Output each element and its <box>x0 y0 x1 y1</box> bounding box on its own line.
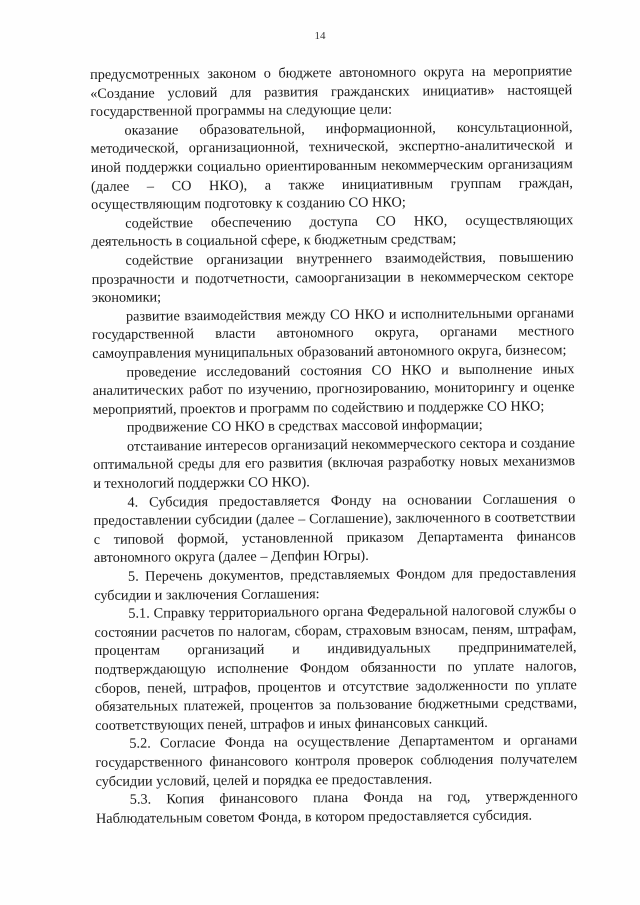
paragraph: продвижение СО НКО в средствах массовой информации; <box>126 417 483 437</box>
paragraph: проведение исследований состояния СО НКО и выполнение иных аналитических работ по изучению, прогнозированию, мониторингу и оценке мероприятий, проектов и программ по содействию и поддержке СО НКО; <box>92 360 575 418</box>
paragraph: 5. Перечень документов, представляемых Фондом для предоставления субсидии и заключения Соглашения: <box>94 565 577 604</box>
paragraph: 5.2. Согласие Фонда на осуществление Департаментом и органами государственного финансового контроля проверок соблюдения получателем субсидии условий, целей и порядка ее предоставления. <box>95 732 578 790</box>
paragraph: содействие обеспечению доступа СО НКО, осуществляющих деятельность в социальной сфере, к бюджетным средствам; <box>91 211 574 251</box>
paragraph: 5.1. Справку территориального органа Федеральной налоговой службы о состоянии расчетов по налогам, сборам, страховым взносам, пеням, штрафам, процентам организаций и индивидуальных предпринимателей, подтверждающую исполнение Фондом обязанности по уплате налогов, сборов, пеней, штрафов, процентов и отсутствие задолженности по уплате обязательных платежей, процентов за пользование бюджетными средствами, соответствующих пеней, штрафов и иных финансовых санкций. <box>94 602 578 734</box>
paragraph: содействие организации внутреннего взаимодействия, повышению прозрачности и подотчетности, самоорганизации в некоммерческом секторе экономики; <box>91 249 574 307</box>
document-body <box>90 62 578 828</box>
paragraph: 5.3. Копия финансового плана Фонда на год, утвержденного Наблюдательным советом Фонда, в котором предоставляется субсидия. <box>95 788 578 827</box>
paragraph: развитие взаимодействия между СО НКО и исполнительными органами государственной власти автономного округа, органами местного самоуправления муниципальных образований автономного округа, бизнесом; <box>92 304 575 362</box>
page-number: 14 <box>314 30 326 42</box>
paragraph: 4. Субсидия предоставляется Фонду на основании Соглашения о предоставлении субсидии (далее – Соглашение), заключенного в соответствии с типовой формой, установленной приказом Департамента финансов автономного округа (далее – Депфин Югры). <box>93 490 576 567</box>
paragraph: оказание образовательной, информационной, консультационной, методической, организационной, технической, экспертно-аналитической и иной поддержки социально ориентированным некоммерческим организациям (далее – СО НКО), а также инициативным группам граждан, осуществляющим подготовку к созданию СО НКО; <box>90 118 573 214</box>
paragraph: отстаивание интересов организаций некоммерческого сектора и создание оптимальной среды для его развития (включая разработку новых механизмов и технологий поддержки СО НКО). <box>93 435 576 493</box>
paragraph: предусмотренных законом о бюджете автономного округа на мероприятие «Создание условий для развития гражданских инициатив» настоящей государственной программы на следующие цели: <box>90 63 573 121</box>
